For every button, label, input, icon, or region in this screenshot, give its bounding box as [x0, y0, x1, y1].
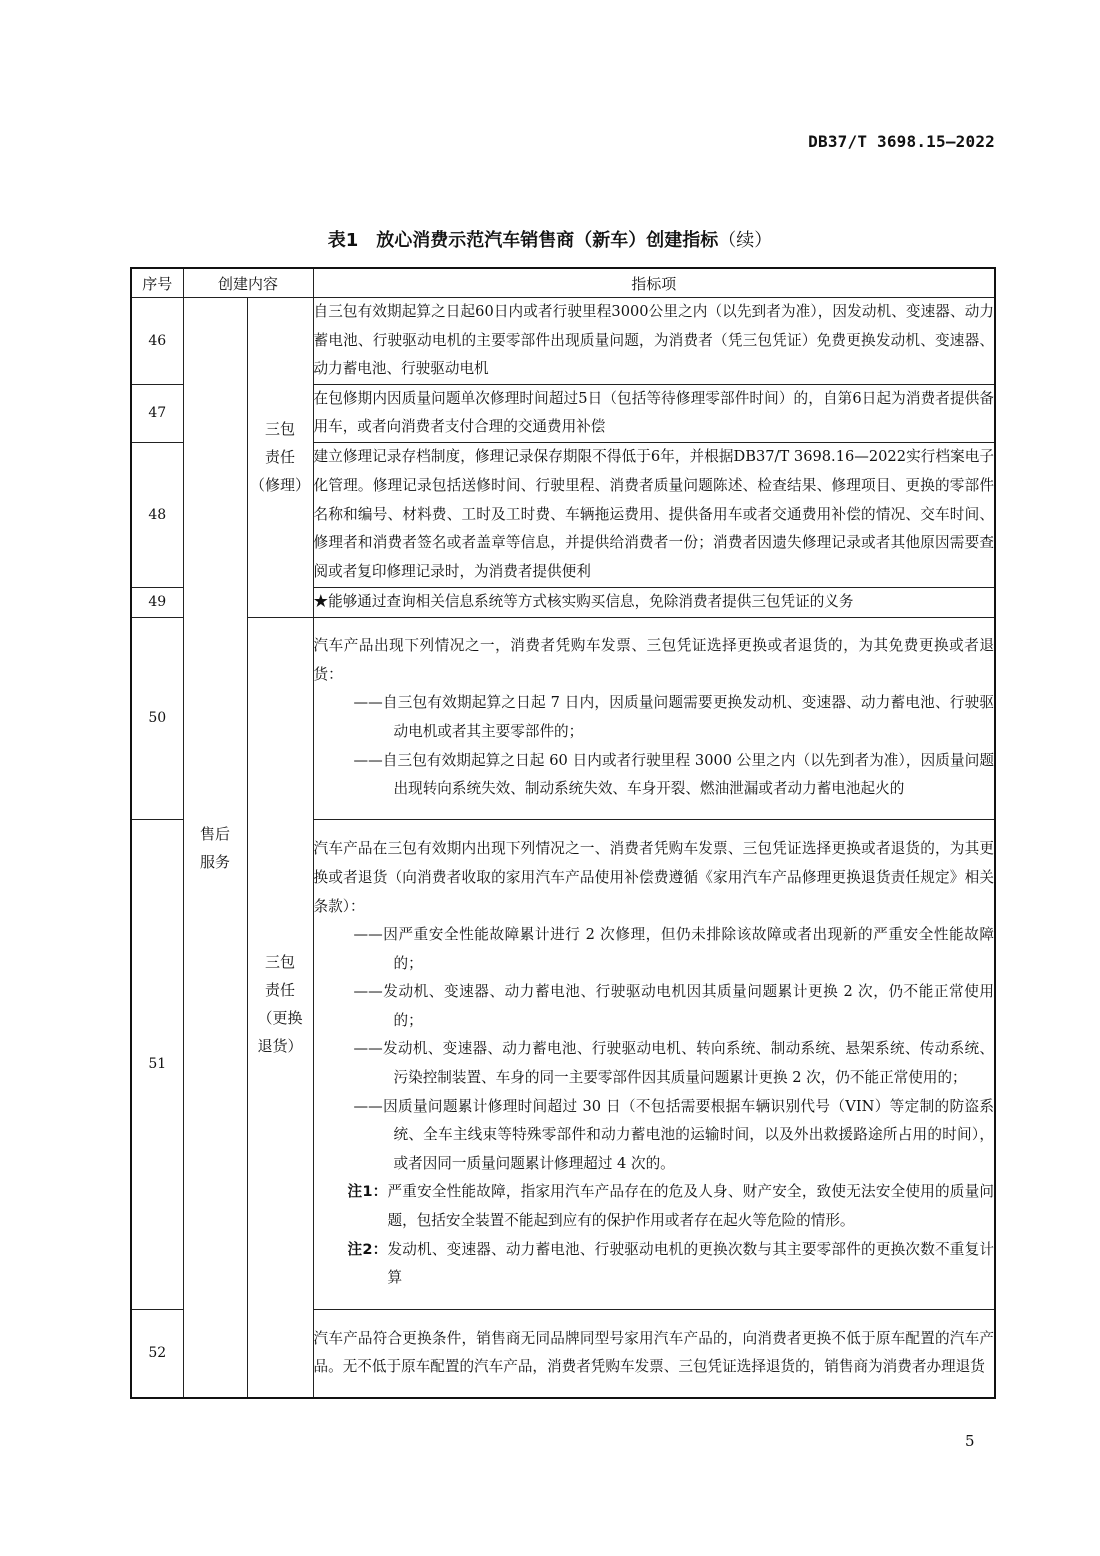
row-number: 52 — [131, 1309, 183, 1398]
row-number: 47 — [131, 384, 183, 442]
row-number: 51 — [131, 819, 183, 1309]
indicator-table — [130, 267, 996, 1399]
row-number: 48 — [131, 442, 183, 587]
item-dash-entry: ——自三包有效期起算之日起 7 日内，因质量问题需要更换发动机、变速器、动力蓄电池、行驶驱动电机或者其主要零部件的； — [353, 694, 994, 741]
header-content: 创建内容 — [183, 268, 313, 298]
item-dash-entry: ——发动机、变速器、动力蓄电池、行驶驱动电机、转向系统、制动系统、悬架系统、传动系统、污染控制装置、车身的同一主要零部件因其质量问题累计更换 2 次，仍不能正常使用的； — [353, 1040, 994, 1087]
item-dash-entry: ——因严重安全性能故障累计进行 2 次修理，但仍未排除该故障或者出现新的严重安全性能故障的； — [353, 926, 994, 972]
table-title — [0, 226, 1100, 252]
item-text — [313, 819, 995, 1309]
item-text — [313, 617, 995, 819]
item-text: 自三包有效期起算之日起60日内或者行驶里程3000公里之内（以先到者为准），因发动机、变速器、动力蓄电池、行驶驱动电机的主要零部件出现质量问题，为消费者（凭三包凭证）免费更换发动机、变速器、动力蓄电池、行驶驱动电机 — [313, 298, 995, 385]
table-header-row — [131, 268, 995, 298]
table-row — [131, 298, 995, 385]
note-text: 发动机、变速器、动力蓄电池、行驶驱动电机的更换次数与其主要零部件的更换次数不重复计算 — [387, 1240, 995, 1287]
table-row — [131, 617, 995, 819]
note-text: 严重安全性能故障，指家用汽车产品存在的危及人身、财产安全，致使无法安全使用的质量问题，包括安全装置不能起到应有的保护作用或者存在起火等危险的情形。 — [387, 1183, 995, 1230]
note-label: 注1： — [347, 1183, 388, 1201]
category-cell — [183, 298, 247, 1399]
subcategory-repair — [247, 298, 313, 618]
header-seq: 序号 — [131, 268, 183, 298]
item-text: 建立修理记录存档制度，修理记录保存期限不得低于6年，并根据DB37/T 3698.16—2022实行档案电子化管理。修理记录包括送修时间、行驶里程、消费者质量问题陈述、检查结果、修理项目、更换的零部件名称和编号、材料费、工时及工时费、车辆拖运费用、提供备用车或者交通费用补偿的情况、交车时间、修理者和消费者签名或者盖章等信息，并提供给消费者一份；消费者因遗失修理记录或者其他原因需要查阅或者复印修理记录时，为消费者提供便利 — [313, 442, 995, 587]
page-number: 5 — [965, 1432, 975, 1450]
table-title-continued: （续） — [718, 230, 773, 251]
item-text: 在包修期内因质量问题单次修理时间超过5日（包括等待修理零部件时间）的，自第6日起为消费者提供备用车，或者向消费者支付合理的交通费用补偿 — [313, 384, 995, 442]
item-text: ★能够通过查询相关信息系统等方式核实购买信息，免除消费者提供三包凭证的义务 — [313, 587, 995, 617]
row-number: 49 — [131, 587, 183, 617]
item-intro: 汽车产品出现下列情况之一，消费者凭购车发票、三包凭证选择更换或者退货的，为其免费更换或者退货： — [313, 637, 994, 683]
category-label: 售后 服务 — [199, 824, 230, 871]
row-number: 50 — [131, 617, 183, 819]
table-title-text: 表1 放心消费示范汽车销售商（新车）创建指标 — [327, 230, 719, 251]
item-intro: 汽车产品在三包有效期内出现下列情况之一、消费者凭购车发票、三包凭证选择更换或者退货的，为其更换或者退货（向消费者收取的家用汽车产品使用补偿费遵循《家用汽车产品修理更换退货责任规定》相关条款）： — [313, 840, 994, 915]
note-label: 注2： — [347, 1240, 388, 1258]
row-number: 46 — [131, 298, 183, 385]
item-text: 汽车产品符合更换条件，销售商无同品牌同型号家用汽车产品的，向消费者更换不低于原车配置的汽车产品。无不低于原车配置的汽车产品，消费者凭购车发票、三包凭证选择退货的，销售商为消费者办理退货 — [313, 1309, 995, 1398]
subcategory-replace-label: 三包 责任 （更换 退货） — [257, 952, 303, 1055]
item-note — [314, 1236, 994, 1293]
header-item: 指标项 — [313, 268, 995, 298]
document-code: DB37/T 3698.15—2022 — [808, 132, 995, 151]
item-dash-entry: ——因质量问题累计修理时间超过 30 日（不包括需要根据车辆识别代号（VIN）等定制的防盗系统、全车主线束等特殊零部件和动力蓄电池的运输时间，以及外出救援路途所占用的时间），或者因同一质量问题累计修理超过 4 次的。 — [353, 1097, 994, 1172]
subcategory-replace — [247, 617, 313, 1398]
item-dash-entry: ——发动机、变速器、动力蓄电池、行驶驱动电机因其质量问题累计更换 2 次，仍不能正常使用的； — [353, 983, 994, 1029]
item-note — [314, 1178, 994, 1235]
item-dash-entry: ——自三包有效期起算之日起 60 日内或者行驶里程 3000 公里之内（以先到者为准），因质量问题出现转向系统失效、制动系统失效、车身开裂、燃油泄漏或者动力蓄电池起火的 — [353, 751, 994, 798]
subcategory-repair-label: 三包 责任 （修理） — [250, 420, 311, 495]
